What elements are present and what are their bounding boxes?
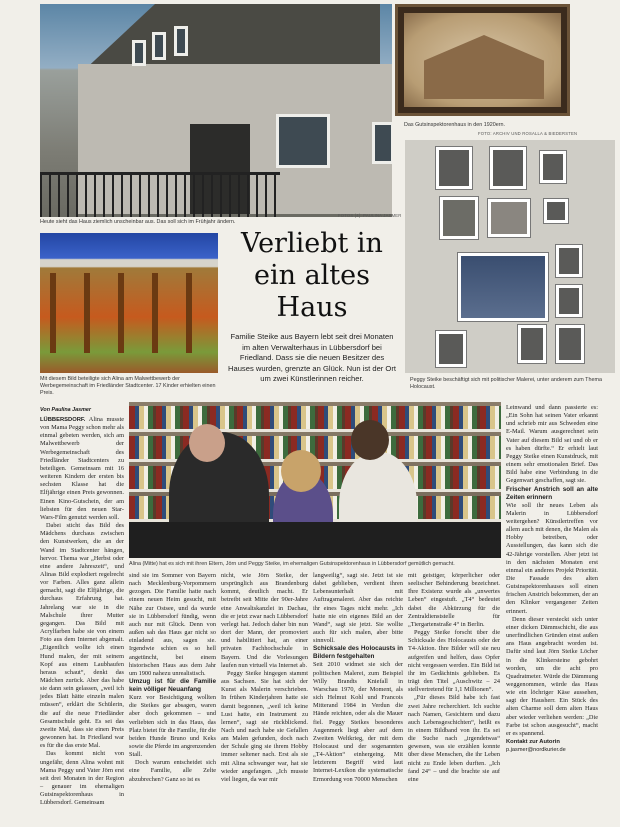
- col2-text3: Doch warum entscheidet sich eine Familie, alle Zelte abzubrechen? Ganz so ist es: [129, 759, 216, 783]
- painting-trees: [50, 273, 200, 353]
- lead-paragraph: Familie Steike aus Bayern lebt seit drei Monaten im alten Verwalterhaus in Lübbersdorf bei Friedland. Dass sie die neuen Besitzer des Hauses wurden, grenzte an Glück. Nun ist der Ort um zwei Künstlerinnen reicher.: [228, 332, 396, 384]
- gallery-frame: [439, 196, 479, 240]
- gallery-frame: [435, 146, 473, 190]
- gallery-frame: [555, 284, 583, 318]
- col2-subhead: Umzug ist für die Familie kein völliger Neuanfang: [129, 678, 216, 694]
- article-column-2: [129, 572, 216, 822]
- gallery-frame-large: [457, 252, 549, 322]
- painting-caption: Mit diesem Bild beteiligte sich Alina am Malwettbewerb der Werbegemeinschaft im Friedländer Stadtcenter. 17 Kinder erhielten einen Preis.: [40, 376, 216, 396]
- col6-subhead: Frischer Anstrich soll an alte Zeiten erinnern: [506, 485, 598, 501]
- family-photo: [129, 402, 501, 558]
- contact-email: p.jasmer@nordkurier.de: [506, 747, 566, 754]
- father-head: [189, 424, 225, 462]
- dateline: LÜBBERSDORF.: [40, 417, 86, 423]
- house-fence: [40, 172, 280, 217]
- col4-subhead: Schicksale des Holocausts in Bildern festgehalten: [313, 645, 403, 661]
- article-column-4: [313, 572, 403, 822]
- col3-text2: Peggy Steike hingegen stammt aus Sachsen. Sie hat sich der Kunst als Malerin verschrieben. In frühen Kinderjahren hatte sie damit begonnen, „weil ich keine Lust hatte, ein Instrument zu lernen“, sagt sie rückblickend. Nach und nach habe sie Gefallen am Malen gefunden, doch nach der Schule ging sie ihrem Hobby immer seltener nach. Erst als sie mit Alina schwanger war, hat sie wieder angefangen. „Ich musste viel liegen, da war mir: [221, 669, 308, 783]
- gallery-frame: [543, 198, 569, 224]
- col6-text2: Wie soll ihr neues Leben als Malerin in Lübbersdorf weitergehen? Künstlertreffen vor allem auch mit denen, die Malen als Hobby betreiben, oder Ausstellungen, das kann sich die 42-Jährige vorstellen. Aber jetzt ist in den nächsten Monaten erst einmal ein anderes Projekt Priorität. Die Fassade des alten Gutsinspektorenhauses soll einen frischen Anstrich bekommen, der an den Klinker vergangener Zeiten erinnert.: [506, 501, 598, 615]
- sofa: [129, 522, 501, 558]
- article-column-6: [506, 404, 598, 822]
- article-column-3: [221, 572, 308, 822]
- col1-text: Alina musste von Mama Peggy schon mehr als einmal gebeten werden, sich am Malwettbewerb der Werbegemeinschaft des Friedländer Stadtcenters zu beteiligen. Gemeinsam mit 16 weiteren Kindern der ersten bis sechsten Klasse hat die Elfjährige einen Preis gewonnen. Einen Kino-Gutschein, der am liebsten für den neuen Star-Wars-Film genutzt werden soll.: [40, 416, 124, 521]
- mother-head: [351, 420, 389, 460]
- old-house-photo: [395, 4, 570, 116]
- gallery-frame: [487, 198, 531, 238]
- gallery-frame: [555, 324, 585, 364]
- old-photo-inner: [404, 13, 561, 107]
- gallery-frame: [489, 146, 527, 190]
- gallery-frame: [435, 330, 467, 368]
- col5-text2: Peggy Steike forscht über die Schicksale des Holocausts oder der T4-Aktion. Ihre Bilder will sie neu aufgreifen und helfen, dass Opfer nicht vergessen werden. Ein Bild ist ihr im Gedächtnis geblieben. Es trägt den Titel „Auschwitz – 24 stellvertretend für 1,1 Millionen“.: [408, 629, 500, 694]
- col2-text: sind sie im Sommer von Bayern nach Mecklenburg-Vorpommern gezogen. Die Familie hatte nach einem neuen Heim gesucht, mit Nähe zur Ostsee, und da wurde sie in Lübbersdorf fündig, wenn auch nur mit Glück. Denn von außen sah das Haus gar nicht so einladend aus, sagen sie. Irgendwie schien es so hell angetüncht, bei einem historischen Haus aus dem Jahr um 1900 nahezu unrealistisch.: [129, 572, 216, 677]
- bookshelf-row: [129, 406, 501, 432]
- col4-text2: Seit 2010 widmet sie sich der politischen Malerei, zum Beispiel Willy Brandts Kniefall in Warschau 1970, der Moment, als sich Helmut Kohl und Francois Mitterand 1984 in Verdun die Hände reichten, oder als die Mauer fiel. Peggy Steikes besonderes Augenmerk liegt aber auf dem Zweiten Weltkrieg, der mit dem Holocaust und der sogenannten „T4-Aktion“ einhergeing. Mit letzterem Begriff wird laut Internet-Lexikon die systematische Ermordung von 70000 Menschen: [313, 661, 403, 783]
- house-photo: [40, 4, 392, 217]
- col1-text2: Dabei sticht das Bild des Mädchens durchaus zwischen den Kunstwerken, die an der Wand im Stadtcenter hängen, hervor. Thema war „Herbst oder eine andere Jahreszeit“, und Alinas Bild explodiert regelrecht vor Farben. Alles ganz allein gemacht, sagt die Elfjährige, die durchaus Erfahrung hat. Jahrelang war sie in die Malschule ihrer Mutter gegangen. Das Bild mit Acrylfarben habe sie von einem Foto aus dem Internet abgemalt. „Eigentlich wollte ich einen Hund malen, der mit seinem Kopf aus einem Laubhaufen heraus schaut“, denkt das Mädchen zurück. Aber das habe sie dann sein gelassen, „weil ich jedes Blatt hätte einzeln malen müssen“, erklärt die Schülerin, die auf die neue Friedländer Gesamtschule geht. Es sei das zweite Mal, dass sie einen Preis gewonnen hat. In Friedland war es für die das erste Mal.: [40, 522, 124, 750]
- gallery-frame: [517, 324, 547, 364]
- gallery-photo: [405, 140, 615, 373]
- col4-text: langweilig“, sagt sie. Jetzt ist sie dabei geblieben, verdient ihren Lebensunterhalt mit Auftragsmalerei. Aber das reichte ihr eines Tages nicht mehr. „Ich hatte nie ein eigenes Bild an der Wand“, sagt sie jetzt. Sie wollte auch für sich malen, aber bitte sinnvoll.: [313, 572, 403, 645]
- col2-text2: Kurz vor Besichtigung wollten die Steikes gar absagen, waren aber doch gekommen – und verliebten sich in das Haus, das Platz bietet für die Familie, für die beiden Hunde Bruno und Keks sowie die Pferde im angrenzenden Stall.: [129, 694, 216, 759]
- house-window: [132, 40, 146, 66]
- byline: Von Paulina Jasmer: [40, 407, 92, 413]
- headline: Verliebt in ein altes Haus: [241, 228, 383, 323]
- gallery-frame: [555, 244, 583, 278]
- old-house-credit: FOTO: ARCHIV UND ROSALLA & BIEDERSTEN: [478, 131, 578, 136]
- gallery-frame: [539, 150, 567, 184]
- family-caption: Alina (Mitte) hat es sich mit ihren Eltern, Jörn und Peggy Steike, im ehemaligen Gutsinspektorenhaus in Lübbersdorf gemütlich gemacht.: [129, 561, 455, 567]
- house-window: [152, 32, 166, 60]
- col1-text3: Das kommt nicht von ungefähr, denn Alina wohnt mit Mama Peggy und Vater Jörn erst seit drei Monaten in der Region – genauer im ehemaligen Gutsinspektorenhaus in Lübbersdorf. Gemeinsam: [40, 750, 124, 807]
- old-house-shape: [424, 35, 544, 99]
- contact-heading: Kontakt zur Autorin: [506, 739, 560, 746]
- girl-head: [281, 450, 321, 492]
- house-photo-caption: Heute sieht das Haus ziemlich unscheinbar aus. Das soll sich im Frühjahr ändern.: [40, 219, 236, 225]
- house-window: [276, 114, 330, 168]
- painting-photo: [40, 233, 218, 373]
- house-window: [372, 122, 392, 164]
- article-column-1: [40, 416, 124, 821]
- col6-text: Leinwand und dann passierte es: „Ein Sohn hat seinen Vater erkannt und schrieb mir aus Schweden eine E-Mail. Warum ausgerechnet sein Vater auf diesem Bild sei und ob er es haben dürfte.“ Er erhielt laut Peggy Steike einen Kunstdruck, mit einem sehr emotionalen Brief. Das Bild habe eine Verbindung in die Gegenwart geschaffen, sagt sie.: [506, 404, 598, 485]
- article-column-5: [408, 572, 500, 822]
- old-house-caption: Das Gutsinspektorenhaus in den 1920ern.: [404, 122, 505, 128]
- col5-text: mit geistiger, körperlicher oder seelischer Behinderung bezeichnet. Ihre Existenz wurde als „unwertes Leben“ eingestuft. „T4“ bedeutet dabei die Abkürzung für die Zentraldienststelle für „Tiergartenstraße 4“ in Berlin.: [408, 572, 500, 628]
- gallery-caption: Peggy Steike beschäftigt sich mit politischer Malerei, unter anderem zum Thema Holocaust.: [410, 377, 602, 390]
- house-photo-credit: FOTOS (4): PAULINA JASMER: [338, 213, 402, 218]
- col6-text3: Denn dieser versteckt sich unter einer dicken Dämmschicht, die aus unerfindlichen Gründen einst außen ans Haus angebracht worden ist. Dafür sind laut Jörn Steike Löcher in die Klinkersteine gebohrt worden, um die acht pro Quadratmeter. Würde die Dämmung weggenommen, würde das Haus wie ein löchriger Käse aussehen, sagt der Hausherr. Ein Stück des alten Charme soll dem alten Haus aber wieder verliehen werden: „Die Farbe ist schon ausgesucht“, macht er es spannend.: [506, 615, 598, 737]
- house-window: [174, 26, 188, 56]
- col5-text3: „Für dieses Bild habe ich fast zwei Jahre recherchiert. Ich suchte nach Namen, Gesichtern und dazu auch Lebensgeschichten“, heißt es in einem Bildband von ihr. Es sei die Suche nach „irgendetwas“ gewesen, was sie erzählen konnte über diese Menschen, die ihr Leben nicht zu Ende leben durften. „Ich fand 24“ – und die brachte sie auf eine: [408, 694, 500, 783]
- col3-text: nicht, wie Jörn Steike, der ursprünglich aus Brandenburg kommt, deutlich macht. Er betreibt seit Mitte der 90er-Jahre eine Anwaltskanzlei in Dachau, die er jetzt zwar nach Lübbersdorf verlegt hat. Jedoch daher bin nun dort der Mann, der promoviert und habilitiert hat, an einer privaten Fachhochschule in Bayern. Und die Vorlesungen laufen nun virtuell via Internet ab.: [221, 572, 308, 669]
